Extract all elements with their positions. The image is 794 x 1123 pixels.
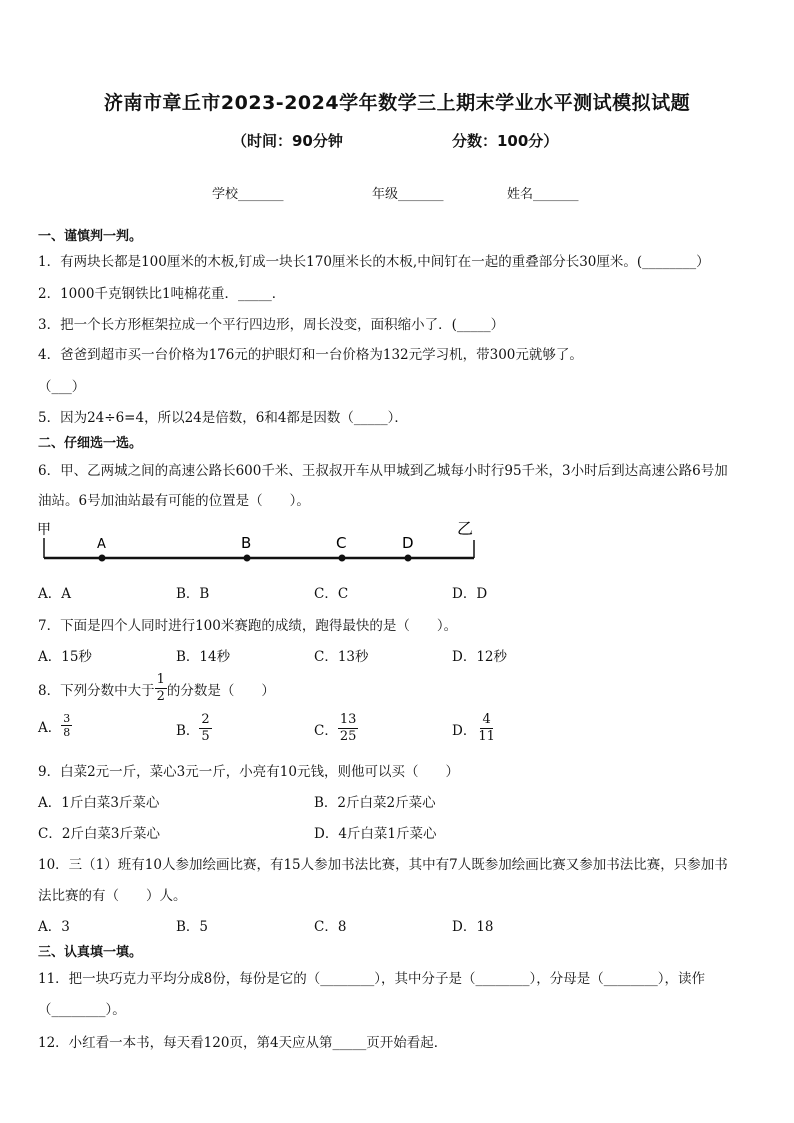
point-b-dot: [244, 555, 251, 562]
q8-option-b-label: B．: [176, 722, 200, 739]
q8-option-b[interactable]: [176, 712, 212, 745]
question-6: 6．甲、乙两城之间的高速公路长600千米、王叔叔开车从甲城到乙城每小时行95千米，3小时后到达高速公路6号加: [38, 463, 728, 479]
q8-fraction-numerator: 1: [156, 672, 165, 687]
q8-prefix: 8．下列分数中大于: [38, 682, 155, 699]
q8-fraction: [155, 672, 167, 705]
start-label: 甲: [37, 522, 51, 538]
question-10-cont: 法比赛的有（ ）人。: [38, 888, 187, 904]
denominator: 25: [339, 729, 357, 744]
q7-option-b[interactable]: B．14秒: [176, 649, 231, 665]
question-4: 4．爸爸到超市买一台价格为176元的护眼灯和一台价格为132元学习机，带300元就够了。: [38, 347, 583, 363]
numerator: 4: [482, 712, 491, 727]
q7-option-d[interactable]: D．12秒: [452, 649, 508, 665]
question-6-cont: 油站。6号加油站最有可能的位置是（ ）。: [38, 493, 310, 509]
school-field: 学校_______: [212, 187, 284, 202]
grade-field: 年级_______: [372, 187, 444, 202]
q10-option-b[interactable]: B．5: [176, 919, 209, 935]
q8-option-c[interactable]: [314, 712, 358, 745]
exam-time: （时间：90分钟: [232, 132, 343, 150]
q6-option-c[interactable]: C．C: [314, 586, 349, 602]
exam-score: 分数：100分）: [452, 132, 559, 150]
q9-option-b[interactable]: B．2斤白菜2斤菜心: [314, 795, 436, 811]
q8-fraction-denominator: 2: [156, 689, 165, 704]
section-3-heading: 三、认真填一填。: [38, 945, 143, 960]
q6-option-b[interactable]: B．B: [176, 586, 210, 602]
question-4-answer: （___）: [38, 379, 86, 395]
name-field: 姓名_______: [507, 187, 579, 202]
point-a-dot: [99, 555, 106, 562]
q8-option-c-fraction: [338, 712, 359, 745]
question-2: 2．1000千克钢铁比1吨棉花重．_____．: [38, 286, 286, 302]
question-12: 12．小红看一本书，每天看120页，第4天应从第_____页开始看起．: [38, 1035, 448, 1051]
question-7: 7．下面是四个人同时进行100米赛跑的成绩，跑得最快的是（ ）。: [38, 618, 458, 634]
denominator: 8: [63, 726, 71, 739]
q8-option-d-label: D．: [452, 722, 477, 739]
question-5: 5．因为24÷6=4，所以24是倍数，6和4都是因数（_____）．: [38, 410, 408, 426]
question-3: 3．把一个长方形框架拉成一个平行四边形，周长没变，面积缩小了．(_____）: [38, 317, 505, 333]
page-title: 济南市章丘市2023-2024学年数学三上期末学业水平测试模拟试题: [103, 92, 691, 114]
question-11-cont: （________）。: [38, 1002, 126, 1018]
q9-option-c[interactable]: C．2斤白菜3斤菜心: [38, 826, 161, 842]
q9-option-d[interactable]: D．4斤白菜1斤菜心: [314, 826, 437, 842]
q9-option-a[interactable]: A．1斤白菜3斤菜心: [38, 795, 160, 811]
numerator: 2: [201, 712, 210, 727]
denominator: 5: [201, 729, 210, 744]
q8-option-c-label: C．: [314, 722, 338, 739]
point-d-dot: [405, 555, 412, 562]
point-d-label: D: [402, 534, 414, 552]
q8-option-a[interactable]: [38, 712, 72, 739]
section-2-heading: 二、仔细选一选。: [38, 436, 143, 451]
q7-option-a[interactable]: A．15秒: [38, 649, 92, 665]
question-1: 1．有两块长都是100厘米的木板,钉成一块长170厘米长的木板,中间钉在一起的重叠部分长30厘米。(________）: [38, 254, 710, 270]
question-9: 9．白菜2元一斤，菜心3元一斤，小亮有10元钱，则他可以买（ ）: [38, 764, 459, 780]
point-c-label: C: [336, 534, 347, 552]
point-a-label: A: [97, 537, 106, 552]
road-diagram: [34, 518, 484, 568]
q8-option-a-fraction: [61, 712, 72, 739]
section-1-heading: 一、谨慎判一判。: [38, 229, 143, 244]
point-b-label: B: [241, 534, 252, 552]
q8-option-a-label: A．: [38, 719, 62, 736]
question-11: 11．把一块巧克力平均分成8份，每份是它的（________），其中分子是（________），分母是（________），读作: [38, 971, 706, 987]
q8-option-d-fraction: [476, 712, 497, 745]
q10-option-a[interactable]: A．3: [38, 919, 70, 935]
q6-option-d[interactable]: D．D: [452, 586, 488, 602]
q7-option-c[interactable]: C．13秒: [314, 649, 369, 665]
question-10: 10．三（1）班有10人参加绘画比赛，有15人参加书法比赛，其中有7人既参加绘画比赛又参加书法比赛，只参加书: [38, 857, 728, 873]
q8-option-b-fraction: [199, 712, 211, 745]
denominator: 11: [478, 729, 495, 744]
q8-suffix: 的分数是（ ）: [166, 682, 275, 699]
question-8: [38, 672, 275, 705]
q8-option-d[interactable]: [452, 712, 497, 745]
q6-option-a[interactable]: A．A: [38, 586, 71, 602]
end-label: 乙: [457, 519, 474, 538]
numerator: 13: [339, 712, 357, 727]
q10-option-d[interactable]: D．18: [452, 919, 494, 935]
point-c-dot: [339, 555, 346, 562]
numerator: 3: [63, 712, 71, 725]
q10-option-c[interactable]: C．8: [314, 919, 347, 935]
